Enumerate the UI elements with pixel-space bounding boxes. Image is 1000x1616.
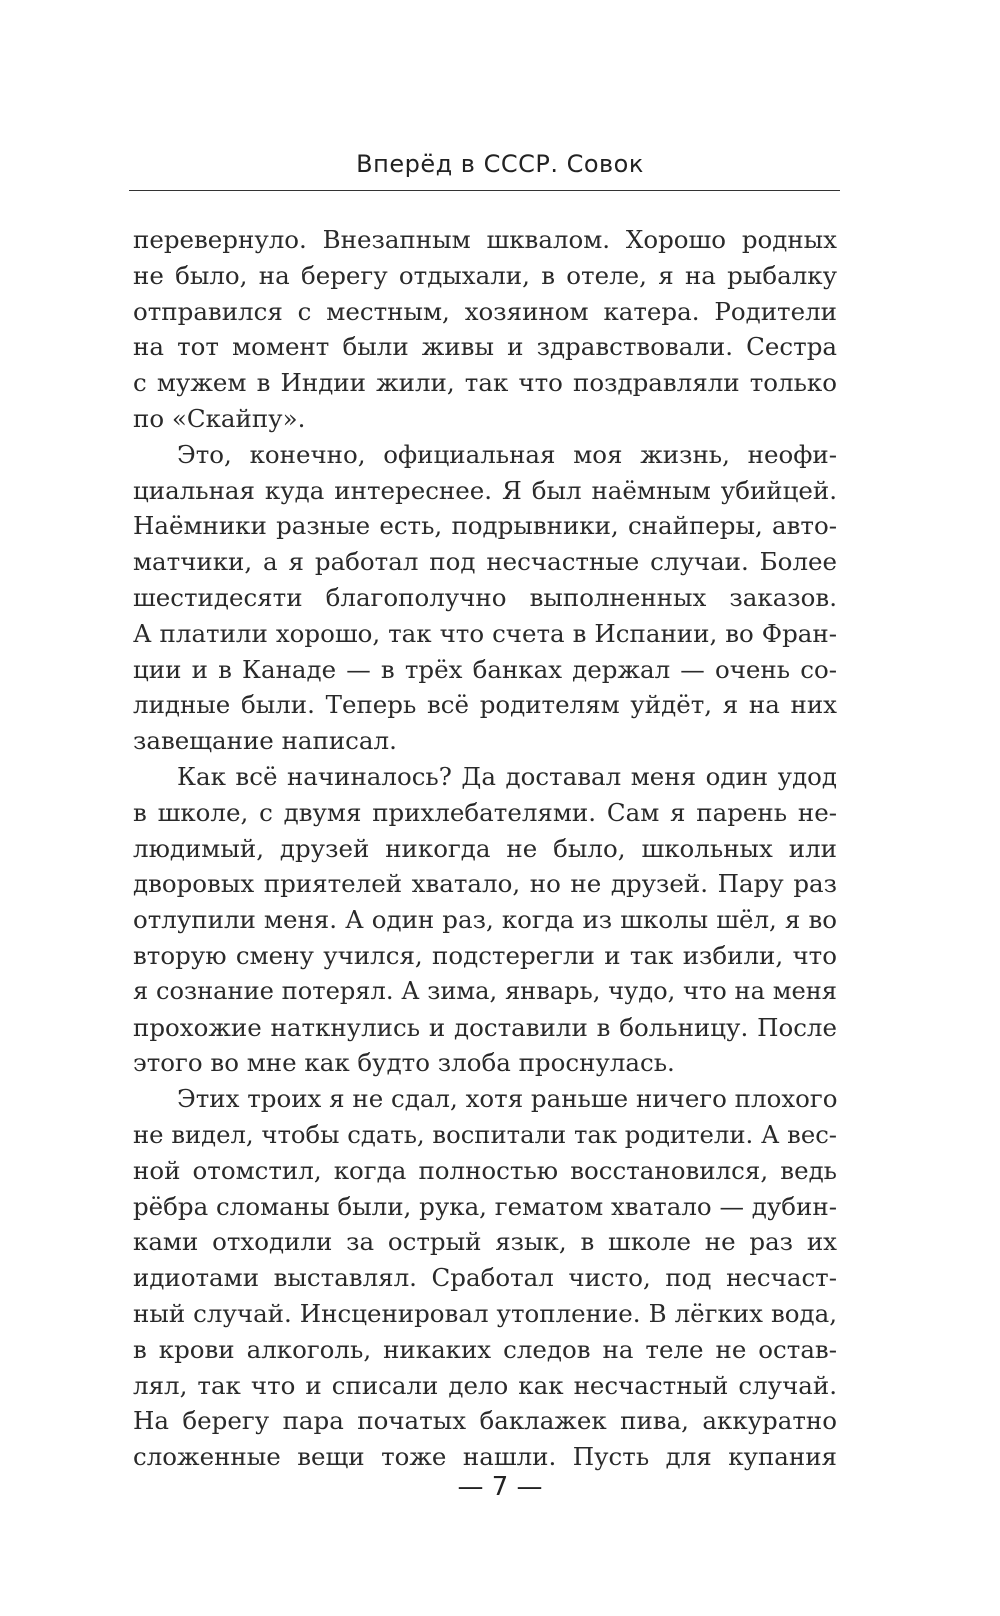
text-line: На берегу пара початых баклажек пива, аккуратно [133,1406,837,1436]
text-line: завещание написал. [133,726,397,756]
text-line: дворовых приятелей хватало, но не друзей. Пару раз [133,869,837,899]
text-line: Наёмники разные есть, подрывники, снайперы, авто- [133,511,837,541]
text-line: на тот момент были живы и здравствовали. Сестра [133,332,837,362]
text-line: матчики, а я работал под несчастные случаи. Более [133,547,837,577]
text-line: лял, так что и списали дело как несчастный случай. [133,1370,837,1400]
text-line: Это, конечно, официальная моя жизнь, неофи- [177,439,837,469]
text-line: идиотами выставлял. Сработал чисто, под несчаст- [133,1263,837,1293]
text-line: в крови алкоголь, никаких следов на теле не остав- [133,1334,837,1364]
text-line: ный случай. Инсценировал утопление. В лёгких вода, [133,1298,837,1328]
text-line: Как всё начиналось? Да доставал меня один удод [177,761,837,791]
text-line: не видел, чтобы сдать, воспитали так родители. А вес- [133,1119,837,1149]
text-line: шестидесяти благополучно выполненных заказов. [133,582,837,612]
text-line: не было, на берегу отдыхали, в отеле, я на рыбалку [133,260,837,290]
text-line: отправился с местным, хозяином катера. Родители [133,296,837,326]
text-line: людимый, друзей никогда не было, школьных или [133,833,837,863]
text-line: рёбра сломаны были, рука, гематом хватало — дубин- [133,1191,837,1221]
text-line: ками отходили за острый язык, в школе не раз их [133,1227,837,1257]
text-line: А платили хорошо, так что счета в Испании, во Фран- [133,618,837,648]
text-line: отлупили меня. А один раз, когда из школы шёл, я во [133,905,837,935]
text-line: Этих троих я не сдал, хотя раньше ничего плохого [177,1084,838,1114]
text-line: с мужем в Индии жили, так что поздравляли только [133,368,837,398]
text-line: сложенные вещи тоже нашли. Пусть для купания [133,1442,837,1472]
text-line: этого во мне как будто злоба проснулась. [133,1048,675,1078]
text-line: ции и в Канаде — в трёх банках держал — очень со- [133,654,837,684]
text-line: перевернуло. Внезапным шквалом. Хорошо родных [133,225,837,254]
header-rule [129,190,840,191]
page-number: — 7 — [457,1472,543,1502]
body-text [133,222,837,1475]
text-line: по «Скайпу». [133,403,306,433]
text-line: вторую смену учился, подстерегли и так избили, что [133,940,837,970]
text-line: в школе, с двумя прихлебателями. Сам я парень не- [133,797,837,827]
text-line: лидные были. Теперь всё родителям уйдёт, я на них [133,690,837,720]
text-line: циальная куда интереснее. Я был наёмным убийцей. [133,475,837,505]
running-head: Вперёд в СССР. Совок [356,150,644,178]
text-line: ной отомстил, когда полностью восстановился, ведь [133,1155,837,1185]
text-line: прохожие наткнулись и доставили в больницу. После [133,1012,837,1042]
text-line: я сознание потерял. А зима, январь, чудо, что на меня [133,976,837,1005]
